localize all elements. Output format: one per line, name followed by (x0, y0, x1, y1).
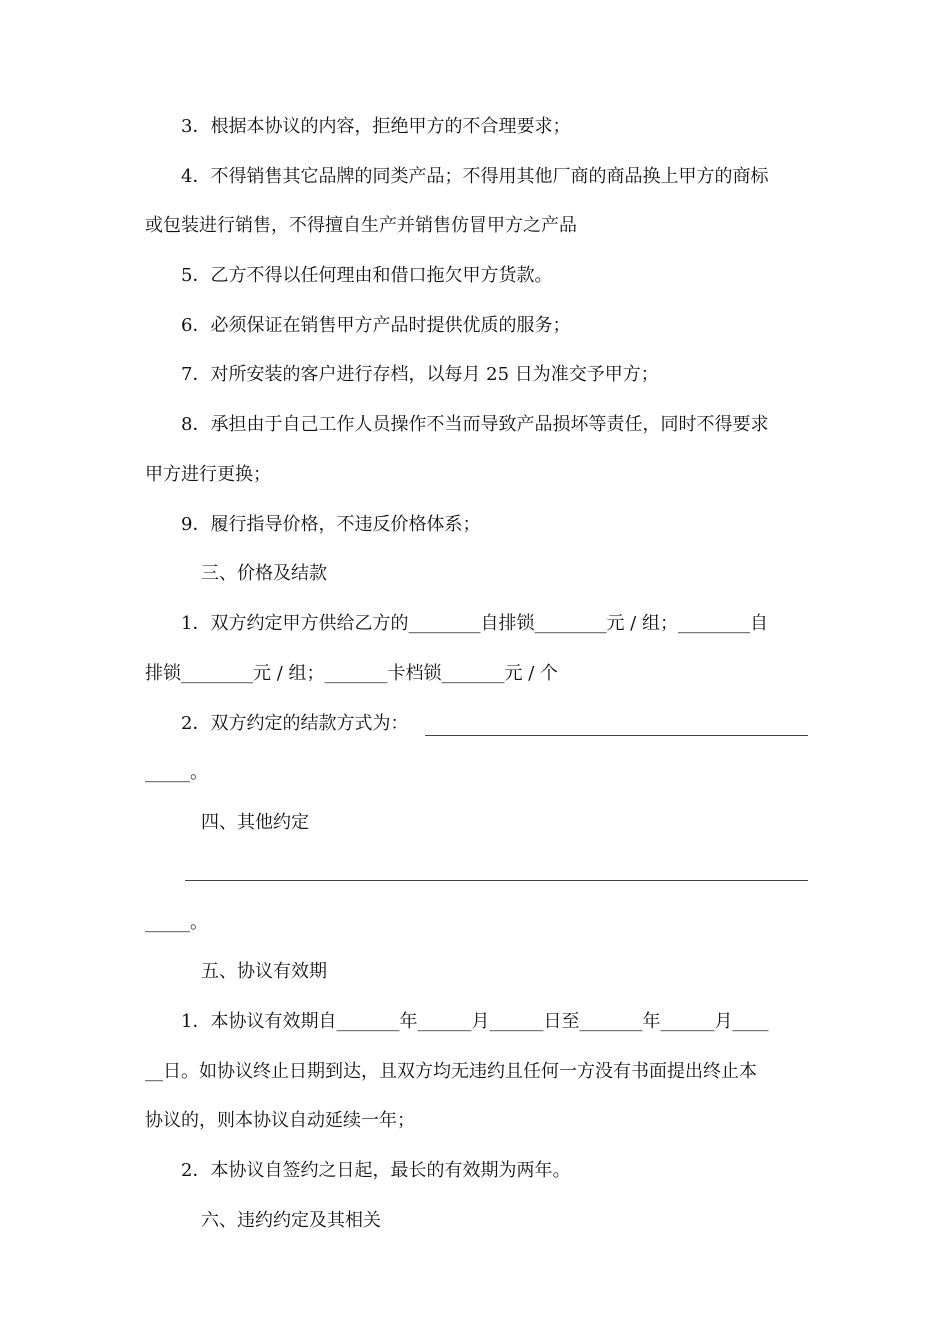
clause-7: 7．对所安装的客户进行存档，以每月 25 日为准交予甲方； (181, 364, 659, 385)
price-clause-1-line-2: 排锁________元 / 组；_______卡档锁_______元 / 个 (145, 663, 559, 684)
clause-8-line-1: 8．承担由于自己工作人员操作不当而导致产品损坏等责任，同时不得要求 (181, 414, 769, 435)
clause-3: 3．根据本协议的内容，拒绝甲方的不合理要求； (181, 116, 571, 137)
clause-6: 6．必须保证在销售甲方产品时提供优质的服务； (181, 315, 571, 336)
other-terms-end: _____。 (145, 912, 208, 933)
section-heading-validity: 五、协议有效期 (201, 961, 327, 982)
clause-5: 5．乙方不得以任何理由和借口拖欠甲方货款。 (181, 265, 553, 286)
price-clause-2: 2．双方约定的结款方式为： (181, 713, 409, 734)
section-heading-price: 三、价格及结款 (201, 563, 327, 584)
payment-method-blank (425, 735, 808, 736)
validity-clause-1-line-3: 协议的，则本协议自动延续一年； (145, 1110, 415, 1131)
other-terms-blank (185, 880, 808, 881)
validity-clause-1-line-1: 1．本协议有效期自_______年______月______日至_______年______月____ (181, 1011, 769, 1032)
validity-clause-1-line-2: __日。如协议终止日期到达，且双方均无违约且任何一方没有书面提出终止本 (145, 1061, 757, 1082)
clause-4-line-1: 4．不得销售其它品牌的同类产品；不得用其他厂商的商品换上甲方的商标 (181, 166, 769, 187)
price-clause-1-line-1: 1．双方约定甲方供给乙方的________自排锁________元 / 组；________自 (181, 613, 768, 634)
validity-clause-2: 2．本协议自签约之日起，最长的有效期为两年。 (181, 1160, 571, 1181)
clause-9: 9．履行指导价格，不违反价格体系； (181, 514, 481, 535)
section-heading-breach: 六、违约约定及其相关 (201, 1210, 381, 1231)
clause-4-line-2: 或包装进行销售，不得擅自生产并销售仿冒甲方之产品 (145, 215, 577, 236)
clause-8-line-2: 甲方进行更换； (145, 464, 271, 485)
section-heading-other: 四、其他约定 (201, 812, 309, 833)
price-clause-2-end: _____。 (145, 762, 208, 783)
